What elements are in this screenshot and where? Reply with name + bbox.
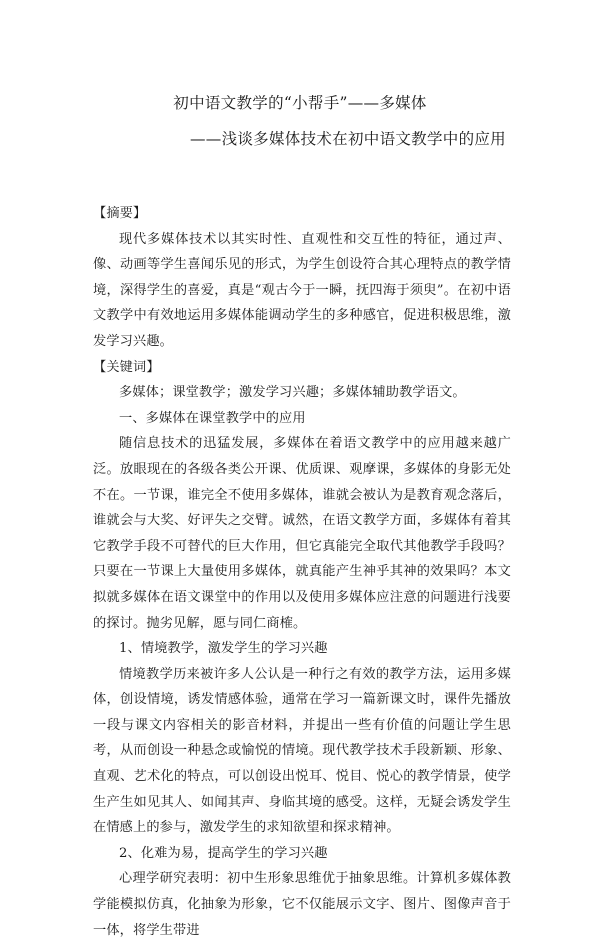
- subsection-2-heading: 2、化难为易，提高学生的学习兴趣: [119, 845, 328, 861]
- subsection-1-paragraph: 情境教学历来被许多人公认是一种行之有效的教学方法，运用多媒体，创设情境，诱发情感体验，通常在学习一篇新课文时，课件先播放一段与课文内容相关的影音材料，并提出一些有价值的问题让学生思考，从而创设一种悬念或愉悦的情境。现代教学技术手段新颖、形象、直观、艺术化的特点，可以创设出悦耳、悦目、悦心的教学情景，使学生产生如见其人、如闻其声、身临其境的感受。这样，无疑会诱发学生在情感上的参与，激发学生的求知欲望和探求精神。: [93, 666, 511, 836]
- abstract-heading: 【摘要】: [93, 206, 147, 221]
- subsection-2-paragraph: 心理学研究表明：初中生形象思维优于抽象思维。计算机多媒体教学能模拟仿真，化抽象为形象，它不仅能展示文字、图片、图像声音于一体，将学生带进: [93, 871, 511, 938]
- abstract-paragraph: 现代多媒体技术以其实时性、直观性和交互性的特征，通过声、像、动画等学生喜闻乐见的形式，为学生创设符合其心理特点的教学情境，深得学生的喜爱，真是“观古今于一瞬，抚四海于须臾”。在初中语文教学中有效地运用多媒体能调动学生的多种感官，促进积极思维，激发学习兴趣。: [93, 231, 511, 349]
- document-subtitle: ——浅谈多媒体技术在初中语文教学中的应用: [189, 130, 506, 148]
- document-title: 初中语文教学的“小帮手”——多媒体: [173, 94, 427, 112]
- keywords-paragraph: 多媒体；课堂教学；激发学习兴趣；多媒体辅助教学语文。: [119, 385, 466, 401]
- keywords-heading: 【关键词】: [93, 359, 160, 375]
- document-body: [93, 201, 511, 943]
- section-1-heading: 一、多媒体在课堂教学中的应用: [119, 410, 306, 426]
- section-1-paragraph: 随信息技术的迅猛发展，多媒体在着语文教学中的应用越来越广泛。放眼现在的各级各类公开课、优质课、观摩课，多媒体的身影无处不在。一节课，谁完全不使用多媒体，谁就会被认为是教育观念落后，谁就会与大奖、好评失之交臂。诚然，在语文教学方面，多媒体有着其它教学手段不可替代的巨大作用，但它真能完全取代其他教学手段吗？只要在一节课上大量使用多媒体，就真能产生神乎其神的效果吗？本文拟就多媒体在语文课堂中的作用以及使用多媒体应注意的问题进行浅要的探讨。抛劣见解，愿与同仁商榷。: [93, 436, 511, 631]
- subsection-1-heading: 1、情境教学，激发学生的学习兴趣: [119, 641, 328, 657]
